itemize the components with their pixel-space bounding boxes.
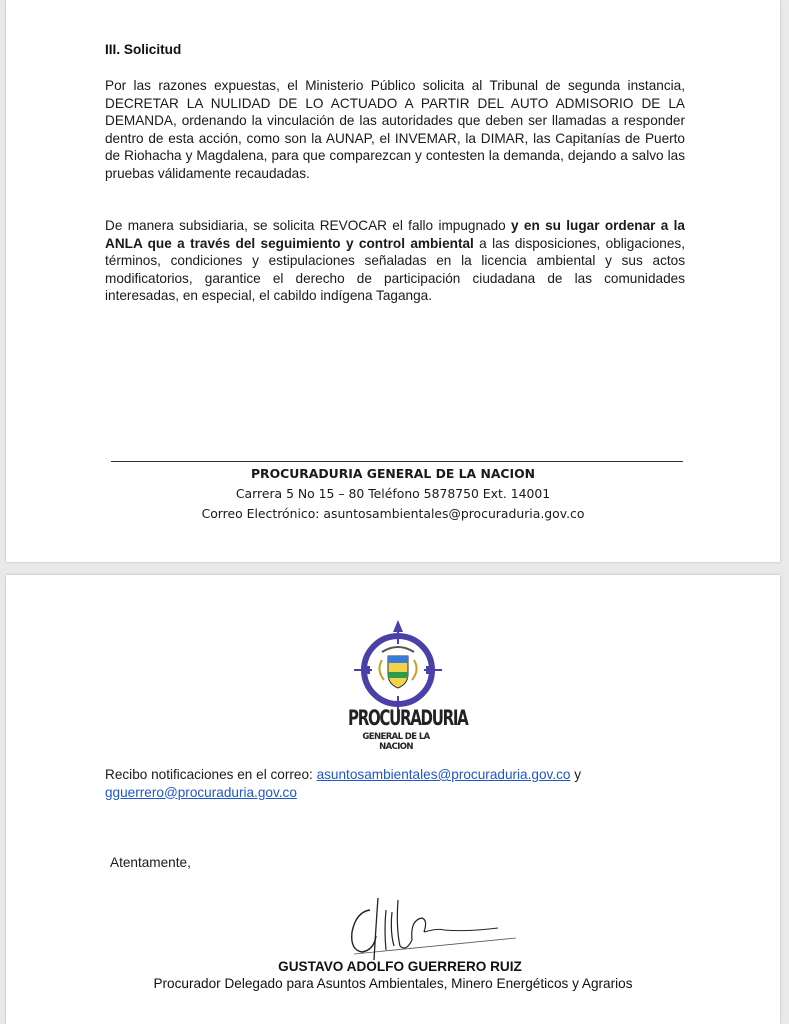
paragraph-subsidiary-start: De manera subsidiaria, se solicita REVOCAR el fallo impugnado [105, 218, 512, 233]
signer-name: GUSTAVO ADOLFO GUERRERO RUIZ [278, 959, 522, 974]
email-link-asuntos[interactable]: asuntosambientales@procuraduria.gov.co [316, 767, 571, 782]
footer-email: Correo Electrónico: asuntosambientales@procuraduria.gov.co [201, 506, 585, 521]
email-link-gguerrero[interactable]: gguerrero@procuraduria.gov.co [105, 784, 297, 800]
signer-role: Procurador Delegado para Asuntos Ambientales, Minero Energéticos y Agrarios [153, 976, 633, 991]
signature-image [326, 880, 526, 960]
section-heading: III. Solicitud [105, 42, 182, 57]
paragraph-subsidiary-end: a las disposiciones, obligaciones, términos, condiciones y estipulaciones señaladas en la licencia ambiental y sus actos modificatorios, garantice el derecho de participación ciudadana de las comunidades interesadas, en especial, el cabildo indígena Taganga. [105, 235, 685, 303]
logo-text-general: GENERAL DE LA NACION [362, 732, 430, 752]
notification-and: y [570, 767, 582, 782]
footer-address: Carrera 5 No 15 – 80 Teléfono 5878750 Ext. 14001 [235, 486, 551, 501]
logo-text-procuraduria: PROCURADURIA [348, 705, 468, 731]
notification-prefix: Recibo notificaciones en el correo: [105, 767, 317, 782]
footer-divider [111, 461, 683, 462]
document-page-1 [6, 0, 780, 562]
notification-paragraph [105, 766, 685, 801]
paragraph-subsidiary [105, 217, 685, 305]
closing-salutation: Atentamente, [110, 855, 191, 870]
paragraph-subsidiary-bold: y en su lugar ordenar a la ANLA que a través del seguimiento y control ambiental [105, 218, 685, 251]
paragraph-request: Por las razones expuestas, el Ministerio Público solicita al Tribunal de segunda instancia, DECRETAR LA NULIDAD DE LO ACTUADO A PARTIR DEL AUTO ADMISORIO DE LA DEMANDA, ordenando la vinculación de las autoridades que deben ser llamadas a responder dentro de esta acción, como son la AUNAP, el INVEMAR, la DIMAR, las Capitanías de Puerto de Riohacha y Magdalena, para que comparezcan y contesten la demanda, dejando a salvo las pruebas válidamente recaudadas. [105, 78, 685, 181]
document-page-2 [6, 575, 780, 1024]
footer-title: PROCURADURIA GENERAL DE LA NACION [250, 466, 536, 481]
